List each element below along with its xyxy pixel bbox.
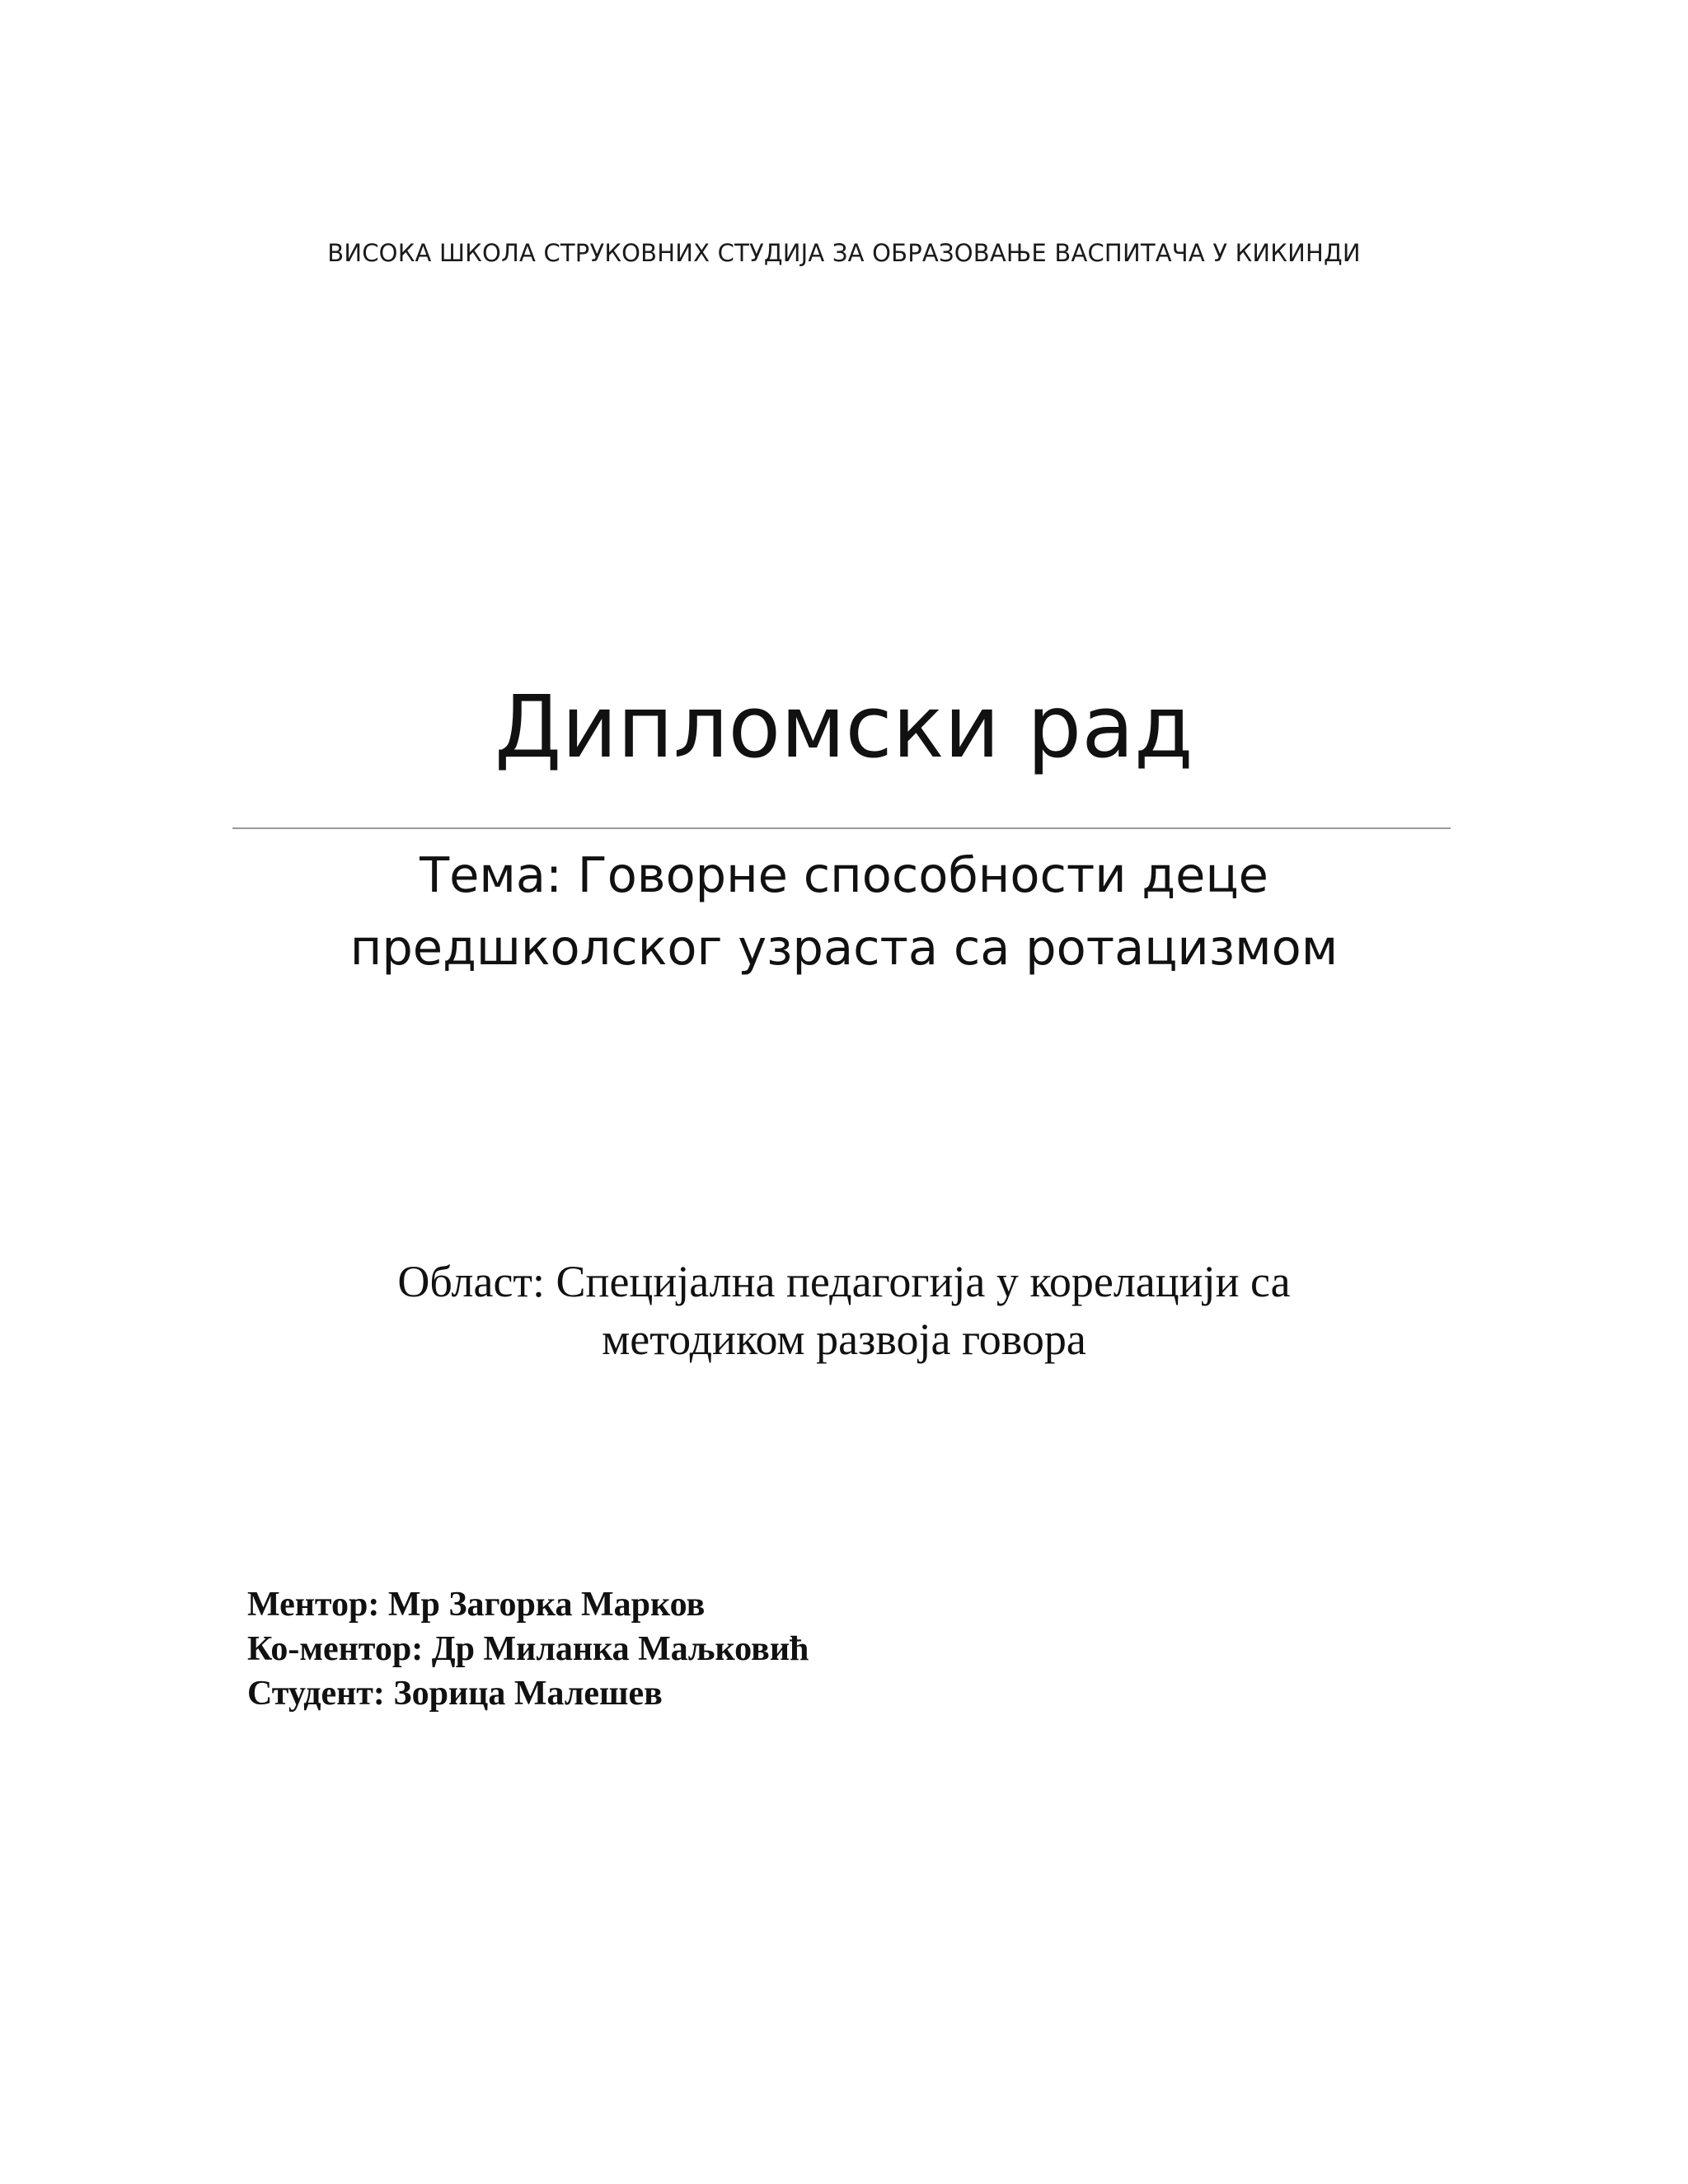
student-line: Студент: Зорица Малешев [247, 1675, 663, 1713]
document-type-title: Дипломски рад [495, 677, 1193, 777]
title-divider [232, 827, 1451, 829]
thesis-topic-line-2: предшколског узраста са ротацизмом [349, 919, 1339, 976]
institution-name: ВИСОКА ШКОЛА СТРУКОВНИХ СТУДИЈА ЗА ОБРАЗОВАЊЕ ВАСПИТАЧА У КИКИНДИ [327, 239, 1361, 267]
thesis-topic-line-1: Тема: Говорне способности деце [420, 846, 1268, 903]
credits-block [247, 1582, 809, 1716]
thesis-area [0, 1253, 1688, 1368]
mentor-line: Ментор: Мр Загорка Марков [247, 1586, 706, 1624]
co-mentor-line: Ко-ментор: Др Миланка Маљковић [247, 1630, 809, 1668]
thesis-area-line-1: Област: Специјална педагогија у корелацији са [397, 1257, 1291, 1306]
thesis-area-line-2: методиком развоја говора [602, 1315, 1086, 1364]
thesis-topic [0, 839, 1688, 984]
